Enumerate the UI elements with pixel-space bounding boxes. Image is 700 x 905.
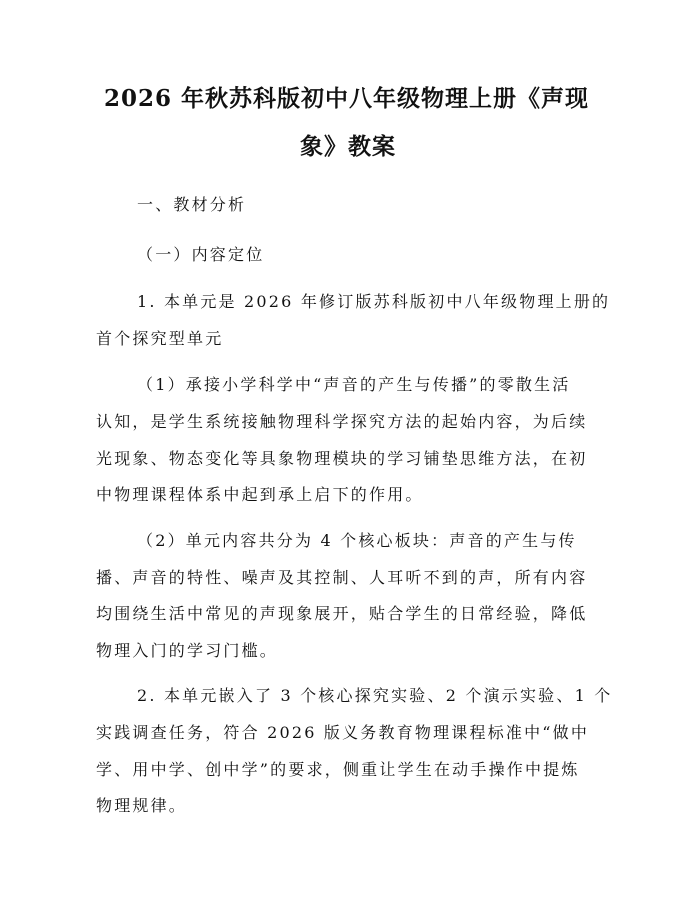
subsection-heading-content-positioning: （一）内容定位 (137, 245, 265, 264)
paragraph-3-line-2: 播、声音的特性、噪声及其控制、人耳听不到的声，所有内容 (96, 568, 588, 587)
paragraph-2-line-2: 认知，是学生系统接触物理科学探究方法的起始内容，为后续 (96, 412, 588, 431)
paragraph-3-line-1: （2）单元内容共分为 4 个核心板块：声音的产生与传 (137, 531, 577, 550)
document-title-line-1: 2026 年秋苏科版初中八年级物理上册《声现 (104, 85, 590, 112)
paragraph-4-line-3: 学、用中学、创中学”的要求，侧重让学生在动手操作中提炼 (96, 760, 580, 779)
paragraph-3-line-3: 均围绕生活中常见的声现象展开，贴合学生的日常经验，降低 (96, 604, 588, 623)
paragraph-2-line-3: 光现象、物态变化等具象物理模块的学习铺垫思维方法，在初 (96, 449, 588, 468)
paragraph-2-line-1: （1）承接小学科学中“声音的产生与传播”的零散生活 (137, 375, 571, 394)
paragraph-4-line-2: 实践调查任务，符合 2026 版义务教育物理课程标准中“做中 (96, 723, 590, 742)
paragraph-2-line-4: 中物理课程体系中起到承上启下的作用。 (96, 485, 424, 504)
paragraph-4-line-4: 物理规律。 (96, 796, 188, 815)
paragraph-1-line-1: 1. 本单元是 2026 年修订版苏科版初中八年级物理上册的 (137, 292, 611, 311)
paragraph-4-line-1: 2. 本单元嵌入了 3 个核心探究实验、2 个演示实验、1 个 (137, 686, 613, 705)
paragraph-1-line-2: 首个探究型单元 (96, 329, 224, 348)
document-title-line-2: 象》教案 (300, 133, 396, 160)
paragraph-3-line-4: 物理入门的学习门槛。 (96, 641, 279, 660)
section-heading-teaching-material-analysis: 一、教材分析 (137, 195, 247, 214)
